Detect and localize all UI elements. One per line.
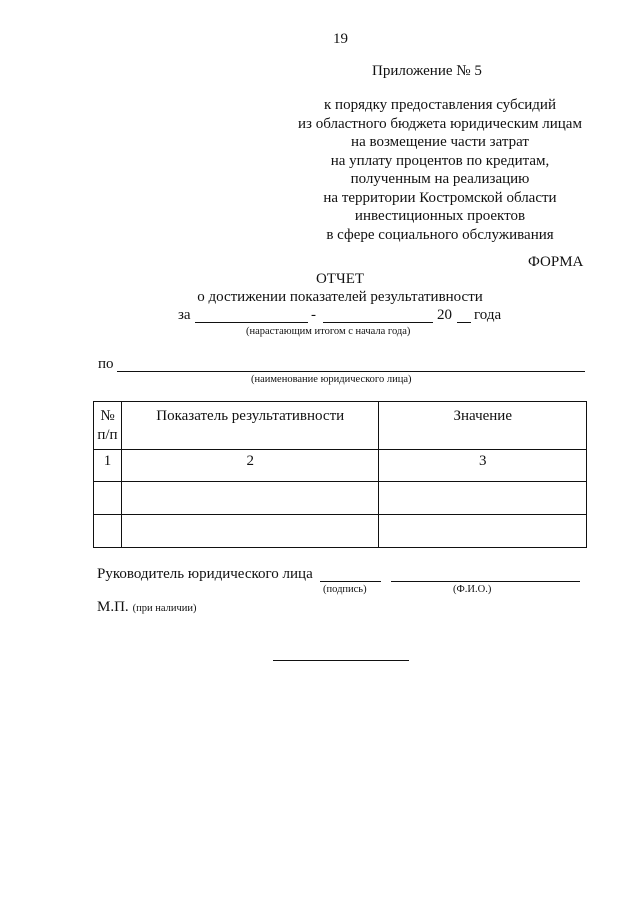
table-row [94, 482, 587, 515]
period-start-blank[interactable] [195, 322, 308, 323]
table-cell[interactable] [94, 482, 122, 515]
header-value: Значение [379, 402, 587, 450]
appendix-line: из областного бюджета юридическим лицам [298, 115, 582, 132]
appendix-line: инвестиционных проектов [354, 208, 526, 224]
report-subtitle: о достижении показателей результативности [197, 289, 483, 305]
header-number [94, 402, 122, 450]
appendix-line: полученным на реализацию [350, 171, 530, 187]
page-number: 19 [333, 31, 348, 47]
table-cell: 3 [379, 450, 587, 482]
period-dash: - [311, 307, 316, 323]
signature-label: Руководитель юридического лица [97, 566, 313, 582]
header-number-line2: п/п [97, 427, 118, 443]
appendix-line: в сфере социального обслуживания [326, 226, 554, 243]
full-name-note: (Ф.И.О.) [453, 584, 492, 595]
table-cell: 2 [121, 450, 379, 482]
signature-blank[interactable] [320, 581, 381, 582]
appendix-line: на уплату процентов по кредитам, [330, 152, 550, 169]
table-cell[interactable] [121, 515, 379, 548]
appendix-title: Приложение № 5 [372, 63, 482, 79]
appendix-line: на возмещение части затрат [351, 134, 529, 150]
signature-note: (подпись) [323, 584, 367, 595]
header-number-line1: № [100, 408, 115, 424]
header-indicator: Показатель результативности [121, 402, 379, 450]
full-name-blank[interactable] [391, 581, 580, 582]
table-numbering-row [94, 450, 587, 482]
table-cell[interactable] [379, 482, 587, 515]
appendix-line: на территории Костромской области [323, 189, 557, 206]
period-prefix: за [178, 307, 191, 323]
stamp-label: М.П. [97, 599, 129, 615]
table-cell: 1 [94, 450, 122, 482]
footer-divider [273, 660, 409, 661]
stamp-line [97, 598, 197, 616]
period-end-blank[interactable] [323, 322, 433, 323]
indicators-table [93, 401, 587, 548]
report-title: ОТЧЕТ [315, 271, 365, 287]
period-year-blank[interactable] [457, 322, 471, 323]
period-year-prefix: 20 [437, 307, 452, 323]
table-row [94, 515, 587, 548]
period-note: (нарастающим итогом с начала года) [246, 326, 411, 337]
table-cell[interactable] [94, 515, 122, 548]
entity-note: (наименование юридического лица) [251, 374, 412, 385]
appendix-line: к порядку предоставления субсидий [324, 97, 556, 113]
entity-name-blank[interactable] [117, 371, 585, 372]
table-cell[interactable] [121, 482, 379, 515]
period-suffix: года [474, 307, 502, 323]
table-header-row [94, 402, 587, 450]
form-label: ФОРМА [528, 254, 584, 270]
table-cell[interactable] [379, 515, 587, 548]
appendix-text [290, 96, 590, 244]
stamp-note: (при наличии) [132, 603, 197, 614]
entity-prefix: по [98, 356, 114, 372]
